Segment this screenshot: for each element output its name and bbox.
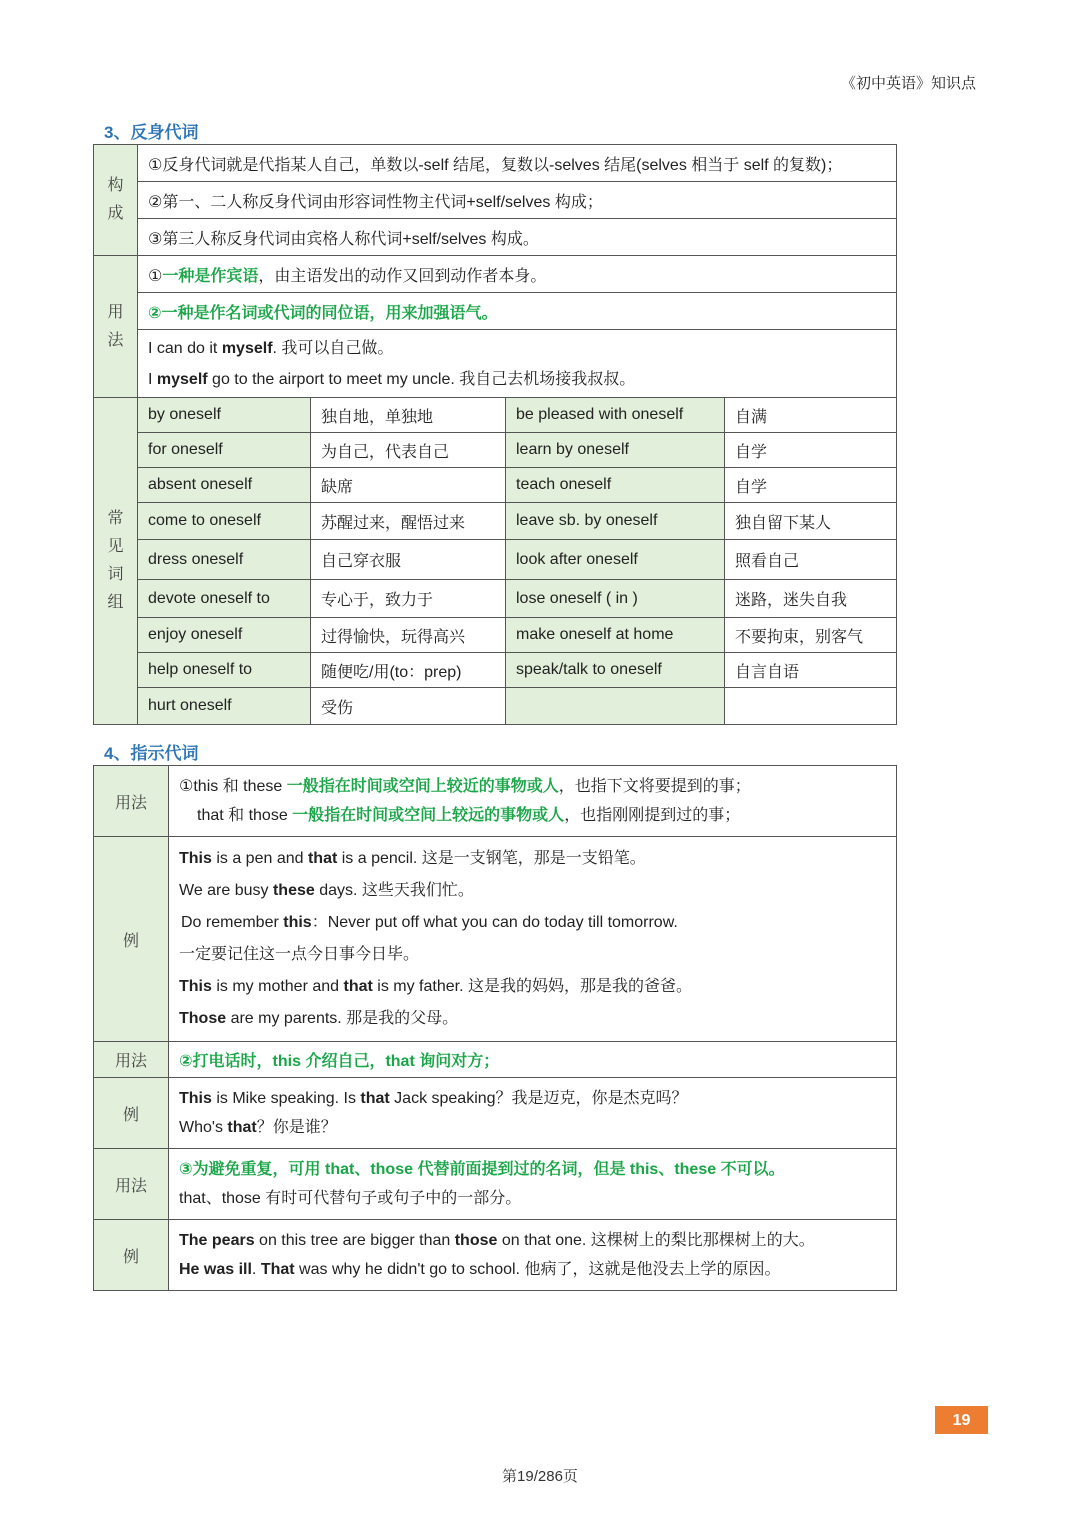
usage-line-1: ①一种是作宾语，由主语发出的动作又回到动作者本身。 [138,256,897,293]
phrase-zh: 独自留下某人 [725,503,897,540]
usage-label: 用法 [94,1042,169,1078]
example-line: Those are my parents. 那是我的父母。 [179,1010,459,1027]
phrase-zh: 过得愉快，玩得高兴 [311,618,506,653]
phrase-en: enjoy oneself [138,618,311,653]
demonstrative-examples-2 [169,1078,897,1149]
example-line: 一定要记住这一点今日事今日毕。 [179,946,420,963]
phrase-zh: 自满 [725,398,897,433]
phrase-zh: 专心于，致力于 [311,580,506,618]
demonstrative-examples-3 [169,1220,897,1291]
phrase-en: devote oneself to [138,580,311,618]
phrase-en: lose oneself ( in ) [506,580,725,618]
phrase-en: hurt oneself [138,688,311,725]
phrase-en: for oneself [138,433,311,468]
phrase-row [94,503,897,540]
example-line: This is a pen and that is a pencil. 这是一支钢笔，那是一支铅笔。 [179,850,646,867]
phrase-en: dress oneself [138,540,311,580]
example-line: This is Mike speaking. Is that Jack speaking？我是迈克，你是杰克吗？ [179,1090,688,1107]
phrase-zh [725,688,897,725]
demonstrative-pronoun-table [93,765,897,1291]
phrase-zh: 自言自语 [725,653,897,688]
composition-line-2: ②第一、二人称反身代词由形容词性物主代词+self/selves 构成； [138,182,897,219]
phrase-en: make oneself at home [506,618,725,653]
example-label: 例 [94,837,169,1042]
page-number-badge: 19 [935,1406,988,1434]
phrase-zh: 苏醒过来，醒悟过来 [311,503,506,540]
demonstrative-usage-1: ①this 和 these 一般指在时间或空间上较近的事物或人，也指下文将要提到的事； that 和 those 一般指在时间或空间上较远的事物或人，也指刚刚提到过的事； [169,766,897,837]
composition-line-3: ③第三人称反身代词由宾格人称代词+self/selves 构成。 [138,219,897,256]
example-myself-2: I myself go to the airport to meet my uncle. 我自己去机场接我叔叔。 [148,370,636,388]
phrase-en: leave sb. by oneself [506,503,725,540]
composition-line-1: ①反身代词就是代指某人自己，单数以-self 结尾，复数以-selves 结尾(selves 相当于 self 的复数)； [138,145,897,182]
example-label: 例 [94,1078,169,1149]
phrase-zh: 迷路，迷失自我 [725,580,897,618]
phrase-row [94,580,897,618]
example-line: He was ill. That was why he didn't go to school. 他病了，这就是他没去上学的原因。 [179,1261,781,1278]
phrase-en: absent oneself [138,468,311,503]
demonstrative-examples-1 [169,837,897,1042]
phrase-en: look after oneself [506,540,725,580]
example-line: This is my mother and that is my father. 这是我的妈妈，那是我的爸爸。 [179,978,692,995]
example-label: 例 [94,1220,169,1291]
example-line: We are busy these days. 这些天我们忙。 [179,882,474,899]
phrase-zh: 缺席 [311,468,506,503]
reflexive-pronoun-table [93,144,897,725]
phrase-en [506,688,725,725]
usage-label: 用法 [94,1149,169,1220]
phrase-row [94,398,897,433]
phrase-en: help oneself to [138,653,311,688]
section-title-demonstrative: 4、指示代词 [104,744,199,763]
composition-label: 构 成 [94,145,138,256]
example-myself-1: I can do it myself. 我可以自己做。 [148,339,394,357]
example-line: Do remember this：Never put off what you can do today till tomorrow. [181,914,678,931]
usage-label: 用 法 [94,256,138,398]
page-footer-info: 第19/286页 [502,1468,578,1485]
section-title-reflexive: 3、反身代词 [104,123,199,142]
phrase-zh: 随便吃/用(to：prep) [311,653,506,688]
phrase-row [94,468,897,503]
example-line: The pears on this tree are bigger than those on that one. 这棵树上的梨比那棵树上的大。 [179,1232,815,1249]
example-line: Who's that？你是谁？ [179,1119,337,1136]
phrase-en: teach oneself [506,468,725,503]
phrase-en: speak/talk to oneself [506,653,725,688]
demonstrative-usage-2: ②打电话时，this 介绍自己，that 询问对方； [169,1042,897,1078]
common-phrases-label: 常 见 词 组 [94,398,138,725]
phrase-zh: 自学 [725,433,897,468]
phrase-zh: 不要拘束，别客气 [725,618,897,653]
phrase-zh: 自学 [725,468,897,503]
usage-label: 用法 [94,766,169,837]
phrase-row [94,618,897,653]
phrase-zh: 照看自己 [725,540,897,580]
phrase-zh: 为自己，代表自己 [311,433,506,468]
header-title: 《初中英语》知识点 [840,75,976,92]
usage-examples [138,330,897,398]
phrase-zh: 独自地，单独地 [311,398,506,433]
phrase-en: be pleased with oneself [506,398,725,433]
phrase-en: come to oneself [138,503,311,540]
phrase-en: by oneself [138,398,311,433]
phrase-row [94,688,897,725]
phrase-row [94,540,897,580]
phrase-row [94,653,897,688]
usage-line-2: ②一种是作名词或代词的同位语，用来加强语气。 [138,293,897,330]
phrase-zh: 受伤 [311,688,506,725]
phrase-zh: 自己穿衣服 [311,540,506,580]
phrase-en: learn by oneself [506,433,725,468]
demonstrative-usage-3: ③为避免重复，可用 that、those 代替前面提到过的名词，但是 this、these 不可以。 that、those 有时可代替句子或句子中的一部分。 [169,1149,897,1220]
phrase-row [94,433,897,468]
